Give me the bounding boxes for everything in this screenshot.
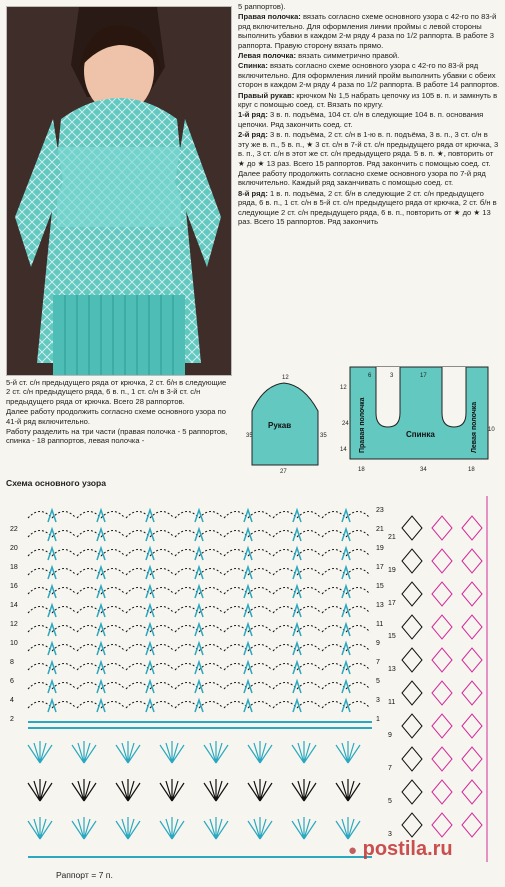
dim-12: 6 [368,373,372,379]
edge-row-number: 17 [388,600,396,607]
row1-heading: 1-й ряд: [238,110,268,120]
row8-heading: 8-й ряд: [238,188,268,198]
edge-row-number: 9 [388,732,392,739]
right-row-number: 3 [376,697,380,704]
left-row-number: 22 [10,526,18,533]
dim-1: 12 [282,375,289,381]
watermark-dot: ● [348,842,358,859]
left-row-number: 14 [10,602,18,609]
right-row-number: 17 [376,564,384,571]
right-row-number: 21 [376,526,384,533]
edge-row-number: 19 [388,567,396,574]
left-row-number: 16 [10,583,18,590]
rapport-label: Раппорт = 7 п. [56,870,113,880]
lower-instructions [6,378,230,447]
watermark-text: postila.ru [362,838,453,860]
right-row-number: 1 [376,716,380,723]
dim-10: 18 [468,467,475,473]
dim-9: 18 [358,467,365,473]
right-row-number: 11 [376,621,384,628]
dim-3: 35 [320,433,327,439]
dim-13: 3 [390,373,394,379]
back-text: вязать согласно схеме основного узора с 42-го по 83-й ряд включительно. Для оформления линий пройм выполнить убавки с обеих сторон в каждом 2-м ряду 4 раза по 1/2 раппорта. В работе 14 раппортов. [238,61,500,90]
watermark [348,838,453,861]
right-row-number: 13 [376,602,384,609]
left-row-number: 4 [10,697,14,704]
crochet-chart [6,490,500,867]
left-row-number: 18 [10,564,18,571]
right-front-heading: Правая полочка: [238,12,301,22]
pattern-schematics [236,365,500,485]
edge-row-number: 5 [388,798,392,805]
dim-6: 12 [340,385,347,391]
right-row-number: 23 [376,507,384,514]
left-front-text: вязать симметрично правой. [296,51,400,61]
edge-row-number: 11 [388,699,396,706]
dim-4: 27 [280,469,287,475]
back-label: Спинка [406,430,435,439]
lower-text-2: Далее работу продолжить согласно схеме основного узора по 41-й ряд включительно. [6,407,226,426]
dim-11: 17 [420,373,427,379]
left-front-label: Левая полочка [471,401,478,453]
left-row-number: 2 [10,716,14,723]
edge-row-number: 21 [388,534,396,541]
right-row-number: 15 [376,583,384,590]
main-scheme-title: Схема основного узора [6,478,107,488]
back-heading: Спинка: [238,61,268,71]
edge-row-number: 7 [388,765,392,772]
lower-text-1: 5-й ст. с/н предыдущего ряда от крючка, 2 ст. б/н в следующие 2 ст. с/н предыдущего ряда, 6 в. п., 1 ст. с/н в 3-й ст. с/н предыдущего ряда от крючка. Всего 28 раппортов. [6,378,227,406]
sleeve-text: крючком № 1,5 набрать цепочку из 105 в. п. и замкнуть в круг с помощью соед. ст. Вязать по кругу. [238,90,498,110]
row2-text: 3 в. п. подъёма, 2 ст. с/н в 1-ю в. п. подъёма, 3 в. п., 3 ст. с/н в эту же в. п., 5 в. п., ★ 3 ст. с/н в 7-й ст. с/н предыдущего ряда от крючка, 3 в. п., 3 ст. с/н в этот же ст. с/н предыдущего ряда. 5 в. п. ★, повторить от ★ до ★ 13 раз. Всего 15 раппортов. Ряд закончить с помощью соед. ст. [238,130,499,168]
right-row-number: 19 [376,545,384,552]
edge-row-number: 15 [388,633,396,640]
right-row-number: 9 [376,640,380,647]
dim-2: 35 [246,433,253,439]
sleeve-heading: Правый рукав: [238,90,295,100]
left-row-number: 12 [10,621,18,628]
edge-row-number: 13 [388,666,396,673]
dim-8: 34 [420,467,427,473]
right-front-text: вязать согласно схеме основного узора с 42-го по 83-й ряд включительно. Для оформления линии проймы с левой стороны выполнить убавки в каждом 2-м ряду 4 раза по 1/2 раппорта. В работе 3 раппорта. Правую сторону вязать прямо. [238,12,497,50]
row8-text: 1 в. п. подъёма, 2 ст. б/н в следующие 2 ст. с/н предыдущего ряда, 6 в. п., 1 ст. с/н в 5-й ст. с/н предыдущего ряда от крючка, 2 ст. б/н в следующие 2 ст. с/н предыдущего ряда, 6 в. п., повторить от ★ до ★ 13 раз. Всего 15 раппортов. Ряд закончить [238,188,497,226]
right-front-label: Правая полочка [359,397,366,453]
dim-14: 10 [488,427,495,433]
intro-text: 5 раппортов). [238,2,286,11]
left-row-number: 6 [10,678,14,685]
left-row-number: 8 [10,659,14,666]
edge-row-number: 3 [388,831,392,838]
left-row-number: 10 [10,640,18,647]
right-row-number: 5 [376,678,380,685]
row1-text: 3 в. п. подъёма, 104 ст. с/н в следующие 104 в. п. основания цепочки. Ряд закончить соед. ст. [238,110,484,129]
row2-heading: 2-й ряд: [238,130,268,140]
left-row-number: 20 [10,545,18,552]
model-photo [6,6,232,376]
instructions-column [238,2,500,227]
dim-7: 14 [340,447,347,453]
lower-text-3: Работу разделить на три части (правая полочка - 5 раппортов, спинка - 18 раппортов, левая полочка - [6,427,228,446]
continue-text: Далее работу продолжить согласно схеме основного узора по 7-й ряд включительно. Каждый ряд заканчивать с помощью соед. ст. [238,168,486,188]
dim-5: 24 [342,421,349,427]
left-front-heading: Левая полочка: [238,51,297,61]
right-row-number: 7 [376,659,380,666]
sleeve-label: Рукав [268,421,292,430]
